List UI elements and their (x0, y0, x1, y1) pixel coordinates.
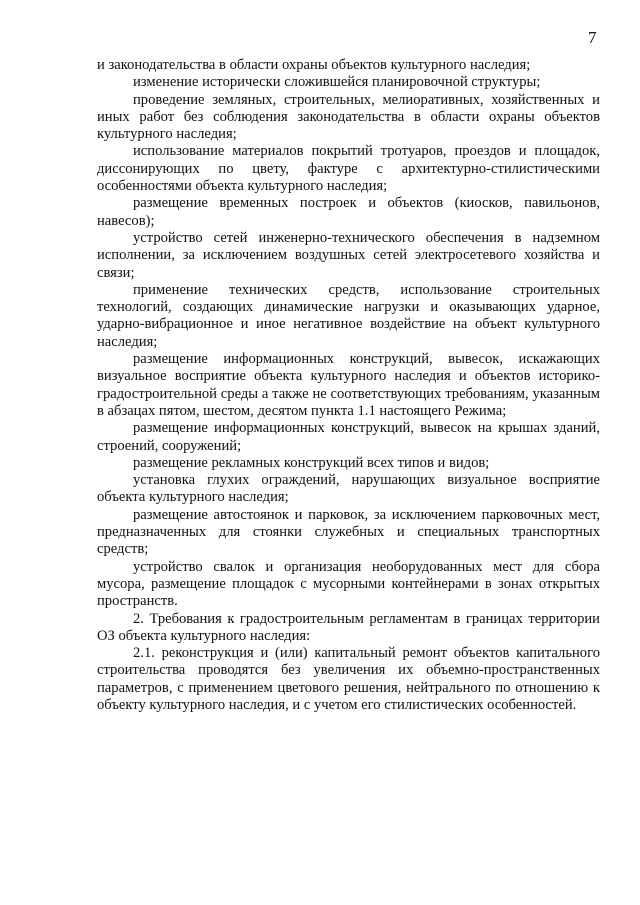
paragraph: изменение исторически сложившейся планировочной структуры; (133, 74, 541, 91)
paragraph: размещение информационных конструкций, вывесок, искажающих визуальное восприятие объекта культурного наследия и объектов историко-градостроительной среды а также не соответствующих требованиям, указанным в абзацах пятом, шестом, десятом пункта 1.1 настоящего Режима; (97, 351, 600, 419)
page-number: 7 (588, 28, 597, 47)
paragraph: размещение рекламных конструкций всех типов и видов; (133, 454, 490, 471)
paragraph: размещение временных построек и объектов (киосков, павильонов, навесов); (97, 195, 600, 229)
paragraph: применение технических средств, использование строительных технологий, создающих динамические нагрузки и оказывающих ударное, ударно-вибрационное и иное негативное воздействие на объект культурного наследия; (97, 281, 600, 350)
paragraph: проведение земляных, строительных, мелиоративных, хозяйственных и иных работ без соблюдения законодательства в области охраны объектов культурного наследия; (97, 91, 600, 143)
paragraph: и законодательства в области охраны объектов культурного наследия; (97, 57, 531, 73)
paragraph: размещение автостоянок и парковок, за исключением парковочных мест, предназначенных для стоянки служебных и специальных транспортных средств; (97, 506, 600, 558)
paragraph: устройство свалок и организация необорудованных мест для сбора мусора, размещение площадок с мусорными контейнерами в зонах открытых пространств. (97, 558, 600, 610)
paragraph: установка глухих ограждений, нарушающих визуальное восприятие объекта культурного наследия; (97, 472, 600, 506)
paragraph: размещение информационных конструкций, вывесок на крышах зданий, строений, сооружений; (97, 420, 600, 454)
section-heading: 2. Требования к градостроительным регламентам в границах территории ОЗ объекта культурного наследия: (97, 610, 600, 644)
paragraph: устройство сетей инженерно-технического обеспечения в надземном исполнении, за исключением воздушных сетей электросетевого хозяйства и связи; (97, 229, 600, 281)
paragraph: 2.1. реконструкция и (или) капитальный ремонт объектов капитального строительства проводятся без увеличения их объемно-пространственных параметров, с применением цветового решения, нейтрального по отношению к объекту культурного наследия, и с учетом его стилистических особенностей. (97, 645, 600, 713)
paragraph: использование материалов покрытий тротуаров, проездов и площадок, диссонирующих по цвету, фактуре с архитектурно-стилистическими особенностями объекта культурного наследия; (97, 143, 600, 195)
document-body (97, 57, 600, 714)
